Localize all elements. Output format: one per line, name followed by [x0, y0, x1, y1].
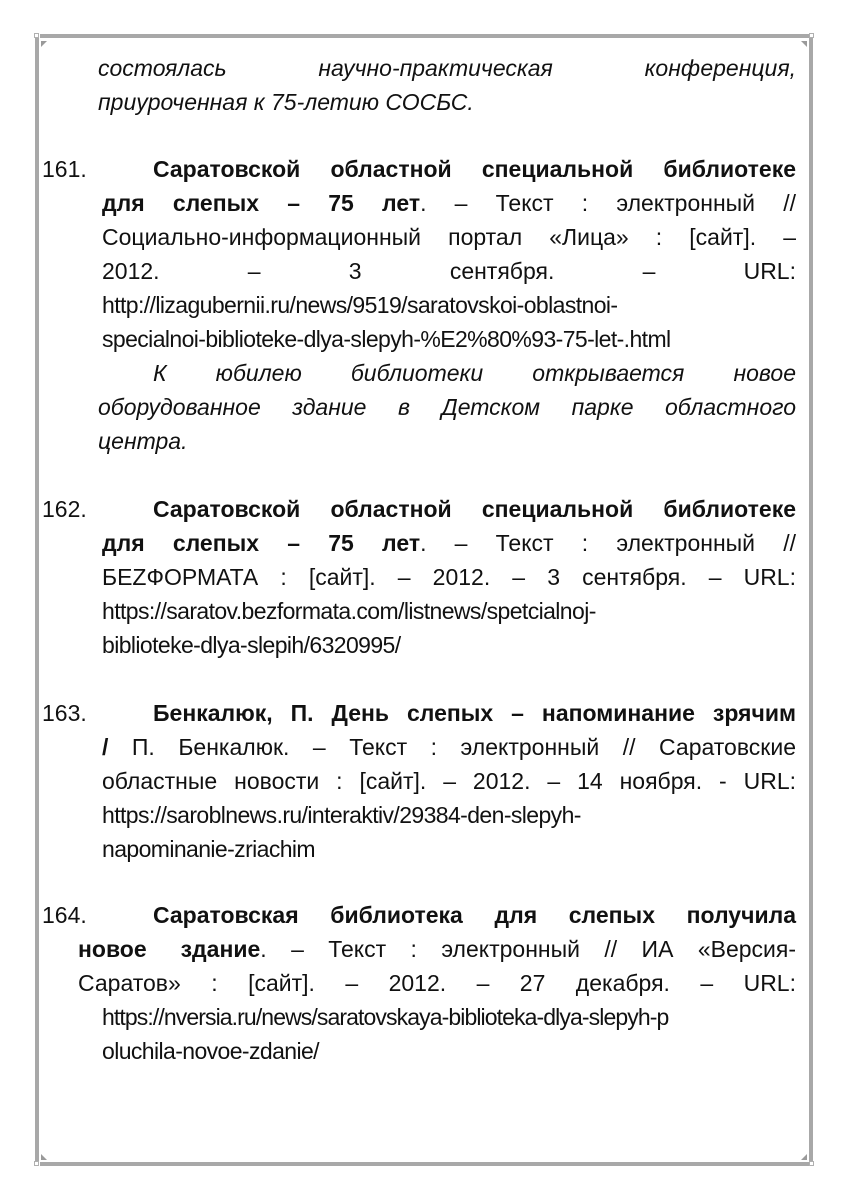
entry-line: [102, 730, 796, 764]
entry-number: 163.: [42, 700, 87, 726]
entry-line: [102, 186, 796, 220]
entry-url-link[interactable]: specialnoi-biblioteke-dlya-slepyh-%E2%80%93-75-let-.html: [102, 326, 671, 352]
entry-text: . – Текст : электронный //: [420, 530, 796, 556]
frame-corner-tr: [809, 33, 814, 38]
entry-line: Социально-информационный портал «Лица» : [сайт]. –: [102, 224, 796, 250]
frame-corner-triangle-bl: [41, 1154, 47, 1160]
entry-text: П. Бенкалюк. – Текст : электронный // Саратовские: [108, 734, 796, 760]
frame-corner-triangle-br: [801, 1154, 807, 1160]
entry-line: [78, 932, 796, 966]
entry-url-link[interactable]: oluchila-novoe-zdanie/: [102, 1038, 319, 1064]
intro-line: приуроченная к 75-летию СОСБС.: [98, 89, 474, 115]
frame-corner-triangle-tl: [41, 41, 47, 47]
entry-url-link[interactable]: https://saratov.bezformata.com/listnews/spetcialnoj-: [102, 598, 596, 624]
entry-line: областные новости : [сайт]. – 2012. – 14 ноября. - URL:: [102, 768, 796, 794]
frame-corner-bl: [34, 1161, 39, 1166]
entry-line: [102, 526, 796, 560]
entry-annotation-line: оборудованное здание в Детском парке областного: [98, 394, 796, 420]
entry-line: БЕZФОРМАТА : [сайт]. – 2012. – 3 сентября. – URL:: [102, 564, 796, 590]
frame-bottom: [40, 1162, 812, 1166]
frame-corner-tl: [34, 33, 39, 38]
entry-text: . – Текст : электронный // ИА «Версия-: [260, 936, 796, 962]
entry-title-cont: здание: [180, 936, 261, 962]
entry-title: Саратовской областной специальной библиотеке: [153, 156, 796, 182]
entry-url-link[interactable]: http://lizagubernii.ru/news/9519/saratovskoi-oblastnoi-: [102, 292, 618, 318]
entry-title-slash: /: [102, 734, 109, 760]
entry-title-cont: для слепых – 75 лет: [102, 530, 421, 556]
entry-number: 164.: [42, 902, 87, 928]
frame-corner-br: [809, 1161, 814, 1166]
frame-right: [809, 38, 813, 1162]
entry-line: 2012. – 3 сентября. – URL:: [102, 258, 796, 284]
entry-title: Саратовской областной специальной библиотеке: [153, 496, 796, 522]
entry-url-link[interactable]: https://nversia.ru/news/saratovskaya-biblioteka-dlya-slepyh-p: [102, 1004, 669, 1030]
frame-corner-triangle-tr: [801, 41, 807, 47]
frame-top: [40, 34, 812, 38]
entry-title: Саратовская библиотека для слепых получила: [153, 902, 796, 928]
entry-line: Саратов» : [сайт]. – 2012. – 27 декабря. – URL:: [78, 970, 796, 996]
entry-annotation-line: центра.: [98, 428, 188, 454]
entry-url-link[interactable]: biblioteke-dlya-slepih/6320995/: [102, 632, 401, 658]
entry-annotation-line: К юбилею библиотеки открывается новое: [153, 360, 796, 386]
entry-url-link[interactable]: https://saroblnews.ru/interaktiv/29384-den-slepyh-: [102, 802, 581, 828]
entry-title-cont: новое: [78, 936, 147, 962]
entry-title: Бенкалюк, П. День слепых – напоминание зрячим: [153, 700, 796, 726]
entry-url-link[interactable]: napominanie-zriachim: [102, 836, 315, 862]
intro-line: состоялась научно-практическая конференция,: [98, 55, 796, 81]
entry-number: 162.: [42, 496, 87, 522]
entry-title-cont: для слепых – 75 лет: [102, 190, 421, 216]
entry-number: 161.: [42, 156, 87, 182]
frame-left: [35, 38, 39, 1162]
entry-text: . – Текст : электронный //: [420, 190, 796, 216]
entry-line-rest: [181, 932, 796, 966]
